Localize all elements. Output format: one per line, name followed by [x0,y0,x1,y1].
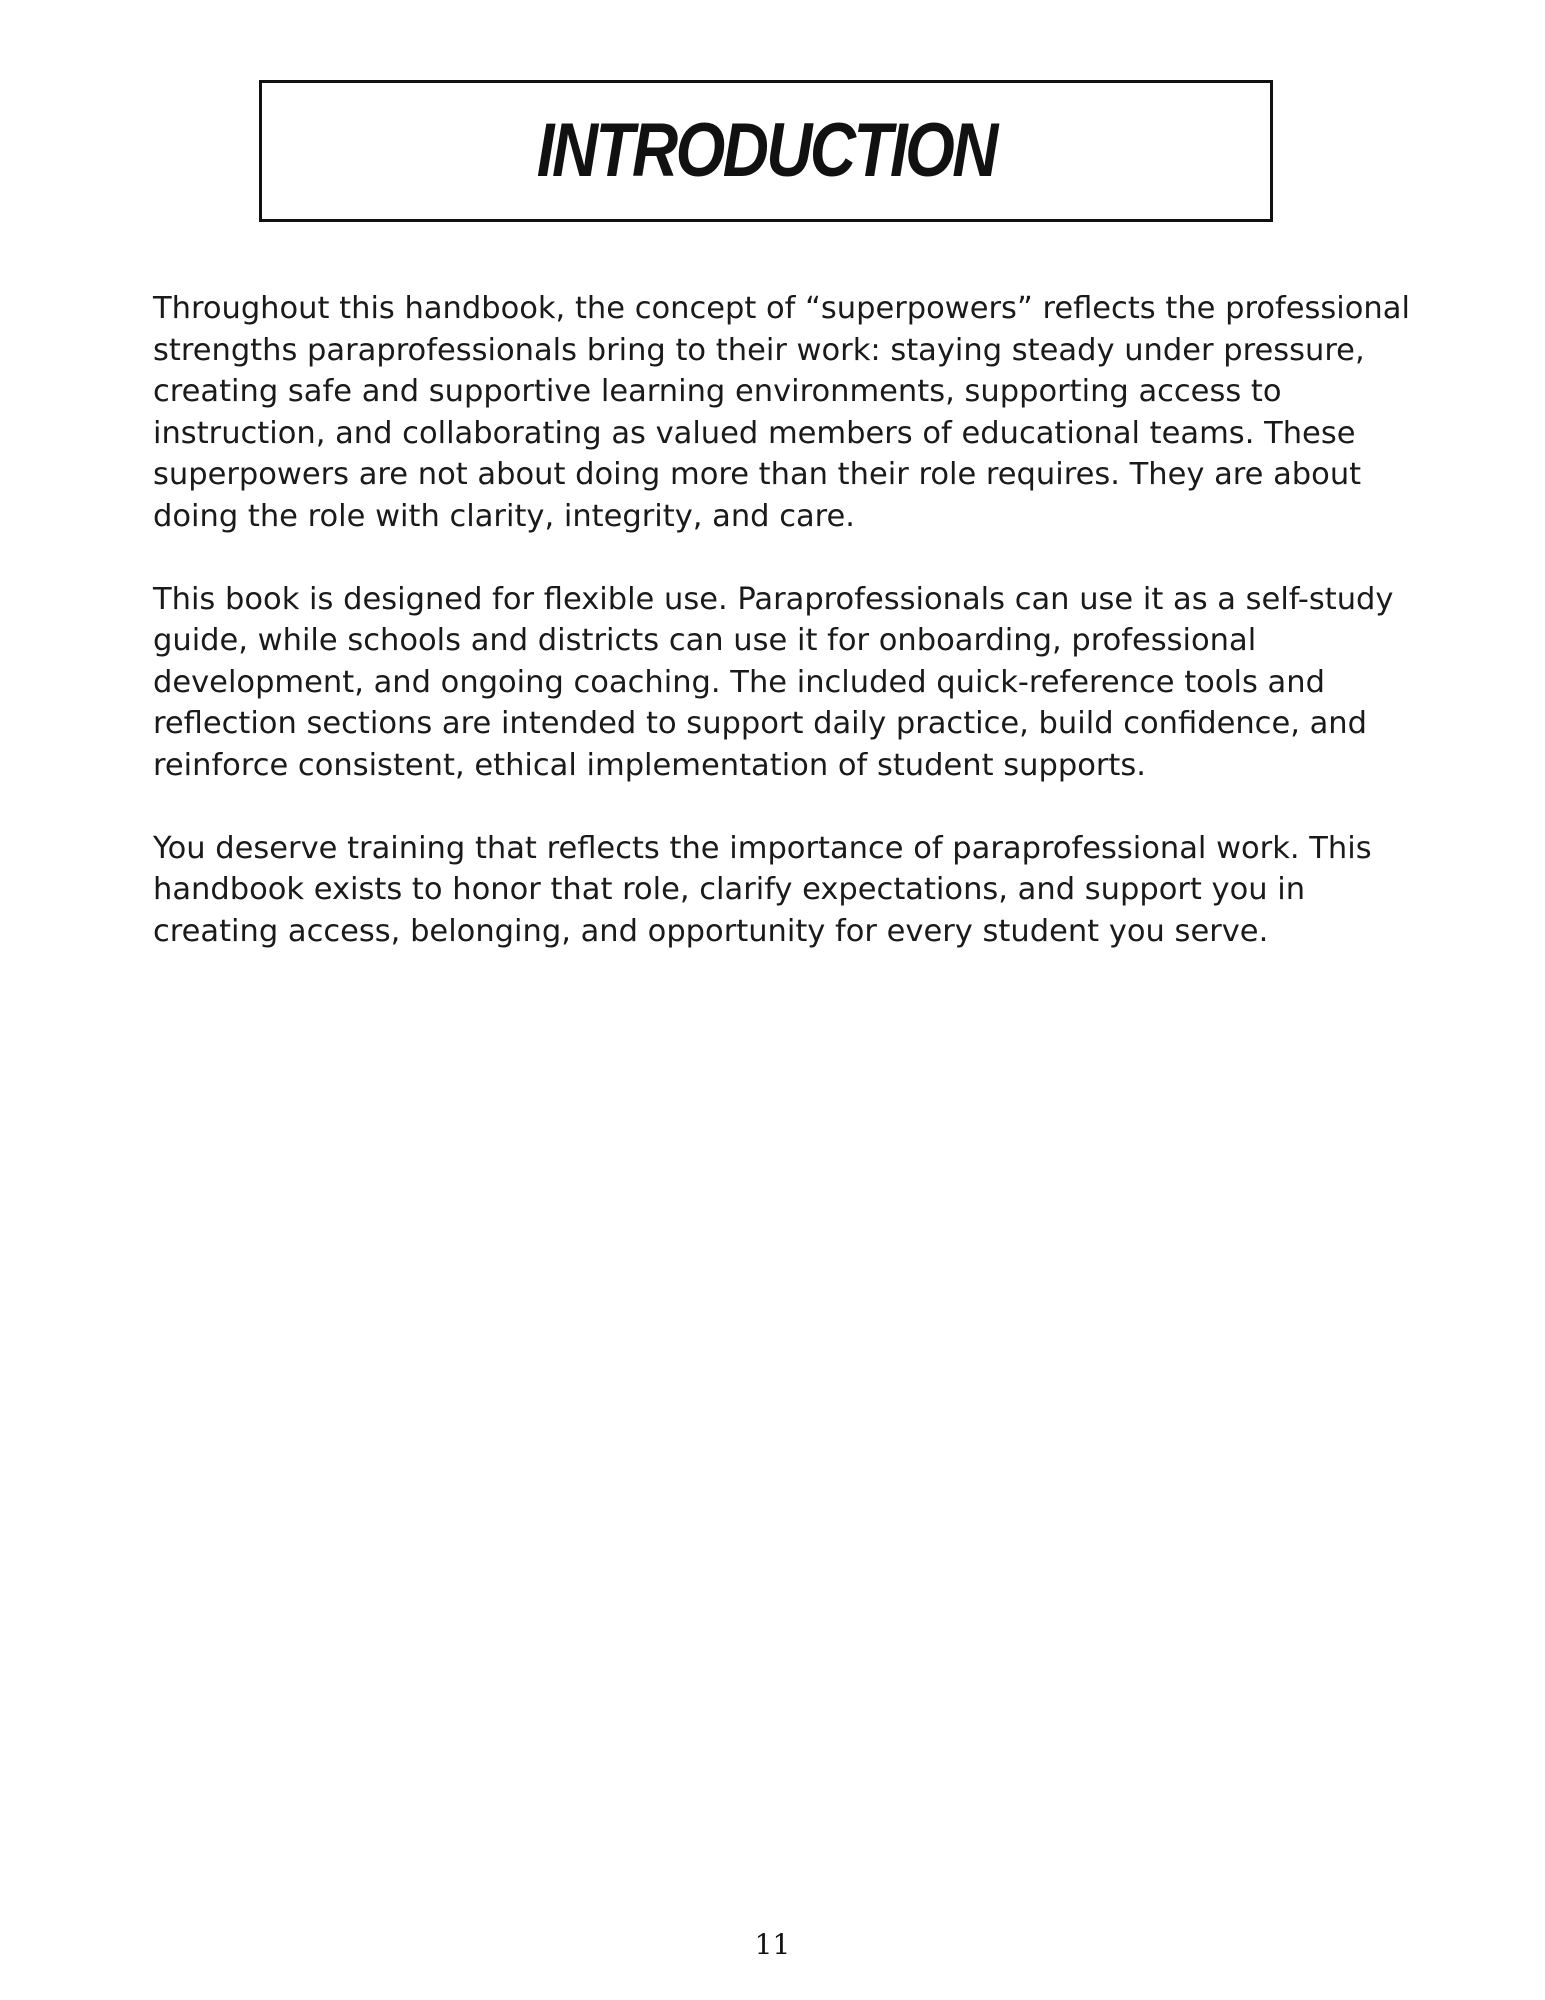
text-line: development, and ongoing coaching. The included quick-reference tools and [153,664,1325,700]
text-line: handbook exists to honor that role, clarify expectations, and support you in [153,872,1306,907]
text-line: reflection sections are intended to support daily practice, build confidence, and [153,706,1367,741]
text-line: reinforce consistent, ethical implementation of student supports. [153,747,1146,783]
paragraph-2 [153,579,1393,787]
text-line: creating access, belonging, and opportunity for every student you serve. [153,913,1269,949]
text-line: guide, while schools and districts can use it for onboarding, professional [153,623,1257,658]
text-line: strengths paraprofessionals bring to their work: staying steady under pressure, [153,332,1365,368]
paragraph-1 [153,288,1410,537]
title-box [259,80,1273,222]
page-title: INTRODUCTION [536,108,996,193]
paragraph-3 [153,828,1393,953]
text-line: superpowers are not about doing more than their role requires. They are about [153,457,1362,492]
text-line: creating safe and supportive learning environments, supporting access to [153,374,1282,409]
text-line: This book is designed for flexible use. Paraprofessionals can use it as a self-study [153,581,1394,617]
body-text [153,288,1410,994]
page-number: 11 [754,1928,791,1961]
text-line: Throughout this handbook, the concept of “superpowers” reflects the professional [153,291,1410,326]
text-line: You deserve training that reflects the importance of paraprofessional work. This [153,830,1372,866]
text-line: doing the role with clarity, integrity, and care. [153,498,856,534]
text-line: instruction, and collaborating as valued members of educational teams. These [153,415,1356,451]
